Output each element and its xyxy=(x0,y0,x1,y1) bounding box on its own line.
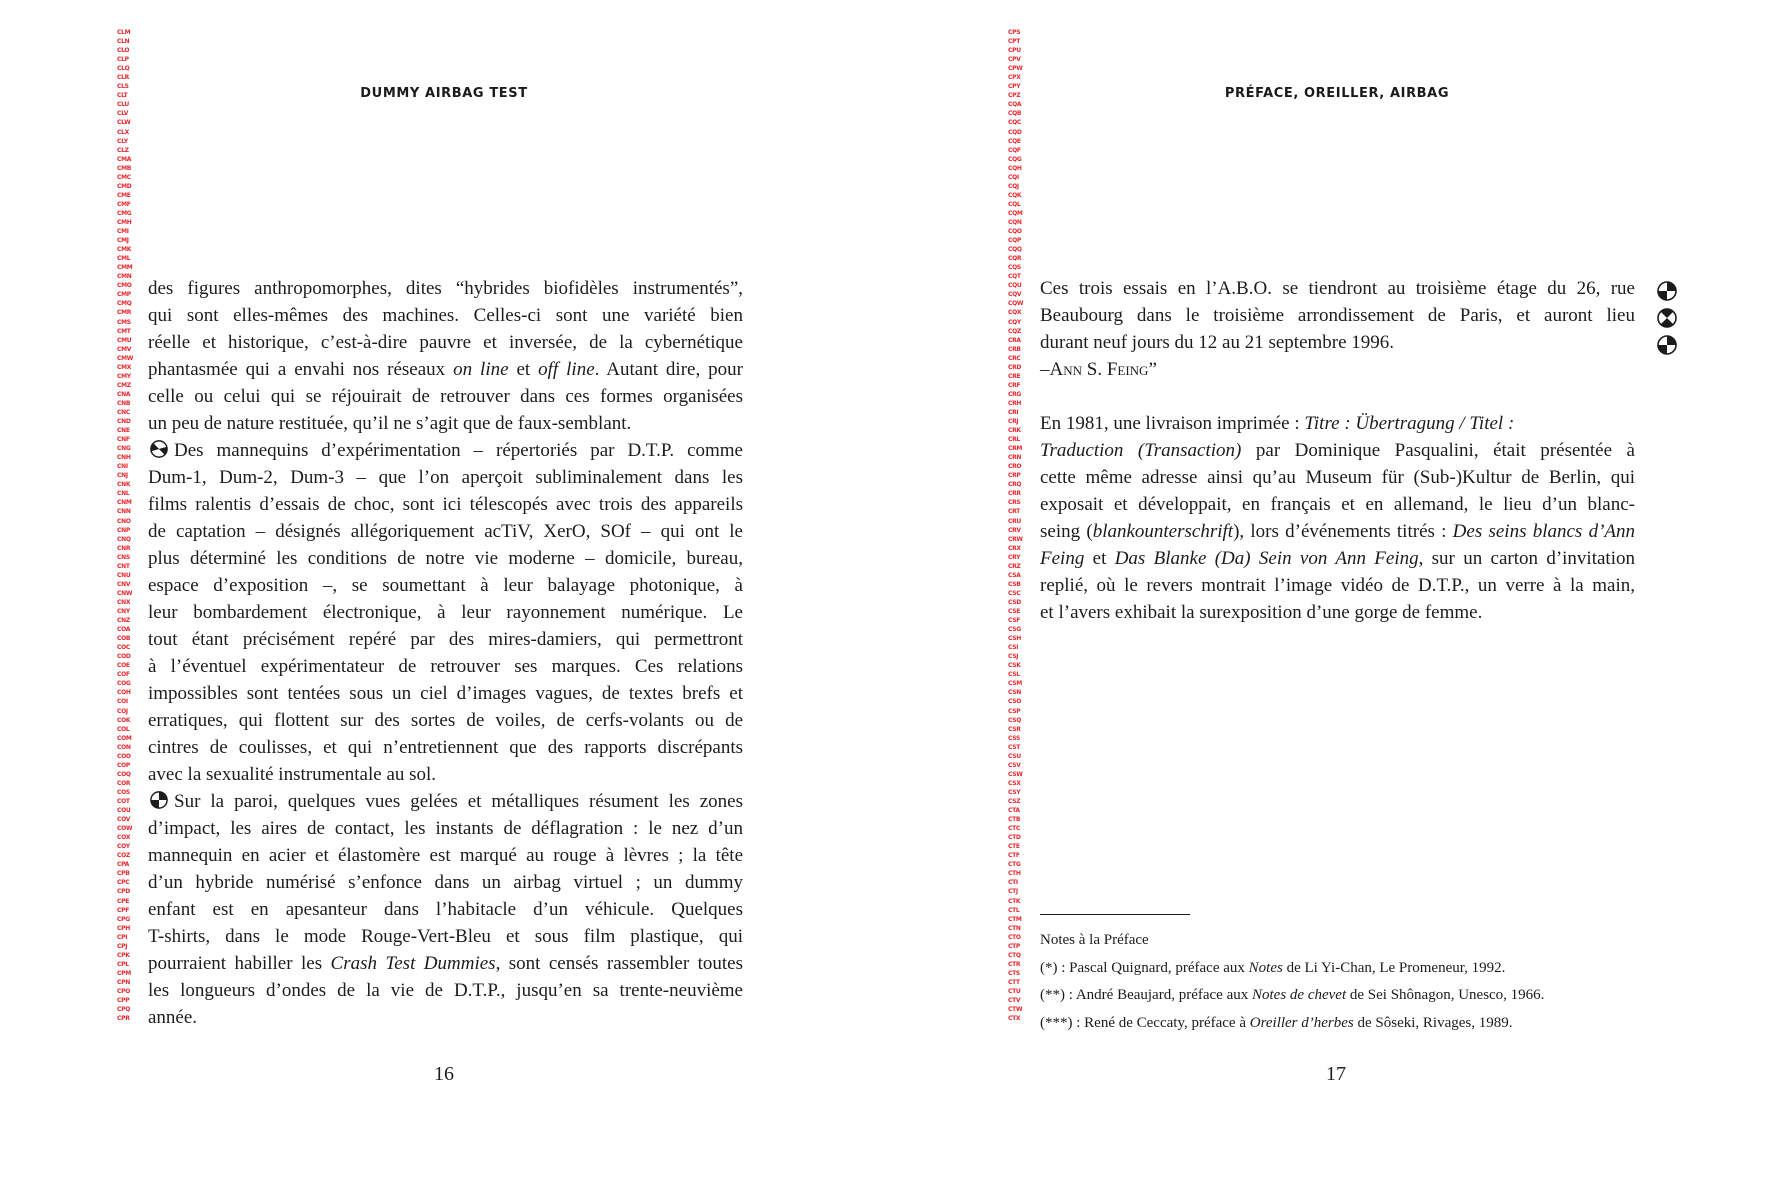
margin-code: CQV xyxy=(1008,291,1022,299)
margin-code: CPN xyxy=(117,978,130,986)
margin-code: CQW xyxy=(1008,300,1024,308)
margin-code: CSA xyxy=(1008,571,1021,579)
margin-code: COY xyxy=(117,843,130,851)
margin-code: CML xyxy=(117,255,131,263)
margin-code: CNA xyxy=(117,390,131,398)
margin-code: CRI xyxy=(1008,408,1019,416)
margin-code: CLU xyxy=(117,101,129,109)
margin-code: COW xyxy=(117,825,133,833)
margin-code: CRF xyxy=(1008,381,1021,389)
margin-code: COM xyxy=(117,734,132,742)
right-page xyxy=(886,0,1772,1181)
margin-code: CQI xyxy=(1008,173,1019,181)
margin-code: CRM xyxy=(1008,445,1023,453)
margin-code: CRR xyxy=(1008,490,1021,498)
margin-code: CQA xyxy=(1008,101,1022,109)
margin-code: CSD xyxy=(1008,598,1021,606)
margin-code: CMD xyxy=(117,182,132,190)
margin-code: CQG xyxy=(1008,155,1022,163)
margin-code: CNU xyxy=(117,571,131,579)
margin-code: CTX xyxy=(1008,1015,1021,1023)
margin-code: CQO xyxy=(1008,228,1022,236)
margin-code: CMU xyxy=(117,336,132,344)
margin-code: COV xyxy=(117,816,131,824)
margin-code: CND xyxy=(117,418,131,426)
margin-code: CSW xyxy=(1008,770,1023,778)
margin-code: CNF xyxy=(117,436,130,444)
margin-code: COC xyxy=(117,644,131,652)
margin-code: CLX xyxy=(117,128,129,136)
margin-code: CQS xyxy=(1008,264,1021,272)
margin-code-column xyxy=(117,28,141,1023)
margin-code: COZ xyxy=(117,852,130,860)
margin-code: CTU xyxy=(1008,987,1021,995)
margin-code: CNP xyxy=(117,526,130,534)
text-line: Feing et Das Blanke (Da) Sein von Ann Feing, sur un carton d’invitation xyxy=(1040,548,1635,569)
margin-code: CSB xyxy=(1008,580,1021,588)
margin-code: CSH xyxy=(1008,635,1021,643)
margin-code: CNK xyxy=(117,481,131,489)
margin-code: CPA xyxy=(117,861,129,869)
margin-code: CTE xyxy=(1008,843,1020,851)
margin-code: CPW xyxy=(1008,65,1023,73)
margin-code: CNT xyxy=(117,562,130,570)
margin-code: CPG xyxy=(117,915,130,923)
footnote-rule xyxy=(1040,914,1190,915)
margin-code: CRP xyxy=(1008,472,1021,480)
margin-code: CMJ xyxy=(117,237,129,245)
margin-code: CSC xyxy=(1008,589,1021,597)
text-line: de captation – désignés allégoriquement acTiV, XerO, SOf – qui ont le xyxy=(148,521,743,542)
margin-code: CSZ xyxy=(1008,797,1021,805)
margin-code: CTM xyxy=(1008,915,1022,923)
margin-code: CMP xyxy=(117,291,131,299)
text-line: des figures anthropomorphes, dites “hybrides biofidèles instrumentés”, xyxy=(148,278,743,299)
text-line: à l’éventuel expérimentateur de retrouver ses marques. Ces relations xyxy=(148,656,743,677)
margin-code: CPV xyxy=(1008,56,1021,64)
margin-code: CRS xyxy=(1008,499,1021,507)
margin-code: CMC xyxy=(117,173,131,181)
margin-code: CRB xyxy=(1008,345,1021,353)
margin-code: CST xyxy=(1008,743,1021,751)
margin-code: CQL xyxy=(1008,200,1021,208)
margin-code: CSX xyxy=(1008,779,1021,787)
body-text xyxy=(1040,275,1635,626)
text-line: impossibles sont tentées sous un ciel d’images vagues, de textes brefs et xyxy=(148,683,743,704)
margin-code: CSY xyxy=(1008,788,1021,796)
margin-code: CTJ xyxy=(1008,888,1018,896)
margin-code: CON xyxy=(117,743,131,751)
page-number: 16 xyxy=(434,1063,454,1085)
margin-code: CSE xyxy=(1008,608,1021,615)
margin-code: COI xyxy=(117,698,128,706)
margin-code: CMF xyxy=(117,200,131,208)
margin-code: CPR xyxy=(117,1015,130,1023)
margin-code: CMZ xyxy=(117,381,131,389)
text-line: réelle et historique, c’est-à-dire pauvre et inversée, de la cybernétique xyxy=(148,332,743,353)
margin-code: CTR xyxy=(1008,960,1021,968)
margin-code: CRK xyxy=(1008,427,1021,435)
margin-code: CTG xyxy=(1008,861,1021,869)
margin-code: CRZ xyxy=(1008,562,1021,570)
text-line: Dum-1, Dum-2, Dum-3 – que l’on aperçoit subliminalement dans les xyxy=(148,467,743,488)
margin-code: CQY xyxy=(1008,318,1021,326)
margin-code: CTF xyxy=(1008,852,1020,860)
margin-code: CNY xyxy=(117,608,130,615)
margin-code: COQ xyxy=(117,770,131,778)
margin-code: CNZ xyxy=(117,617,130,625)
margin-code: CRE xyxy=(1008,372,1021,380)
text-line: cette même adresse ainsi qu’au Museum für (Sub-)Kultur de Berlin, qui xyxy=(1040,467,1635,488)
text-line: erratiques, qui flottent sur des sortes de voiles, de cerfs-volants ou de xyxy=(148,710,743,731)
margin-code: CTW xyxy=(1008,1006,1023,1014)
crash-test-target-rotated-icon xyxy=(1657,308,1677,328)
margin-code: CSF xyxy=(1008,617,1021,625)
margin-code: CQZ xyxy=(1008,327,1021,335)
margin-code: CNJ xyxy=(117,472,128,480)
running-head: DUMMY AIRBAG TEST xyxy=(360,86,528,101)
margin-code: CLR xyxy=(117,74,129,82)
margin-code: CQU xyxy=(1008,282,1022,290)
margin-code: CRT xyxy=(1008,508,1020,516)
margin-code: COA xyxy=(117,626,131,634)
margin-code: COX xyxy=(117,834,131,842)
text-line: leur bombardement électronique, à leur rayonnement numérique. Le xyxy=(148,602,743,623)
margin-code: CSR xyxy=(1008,725,1021,733)
margin-code: CTA xyxy=(1008,807,1020,815)
crash-test-target-icon xyxy=(150,791,168,809)
margin-code: CQQ xyxy=(1008,246,1022,254)
margin-code: CLY xyxy=(117,137,128,145)
text-line: replié, où le revers montrait l’image vidéo de D.T.P., un verre à la main, xyxy=(1040,575,1635,596)
margin-code: CPS xyxy=(1008,29,1021,36)
margin-code: COU xyxy=(117,807,131,815)
margin-code: CNL xyxy=(117,490,130,498)
margin-code: CPE xyxy=(117,897,129,905)
text-line: qui sont elles-mêmes des machines. Celles-ci sont une variété bien xyxy=(148,305,743,326)
margin-code: CNV xyxy=(117,580,131,588)
margin-code: CQF xyxy=(1008,146,1021,154)
margin-code: CLQ xyxy=(117,65,130,73)
margin-code: CPT xyxy=(1008,38,1020,46)
text-line: les longueurs d’ondes de la vie de D.T.P., jusqu’en sa trente-neuvième xyxy=(148,980,743,1001)
text-line: Des mannequins d’expérimentation – répertoriés par D.T.P. comme xyxy=(148,437,743,464)
margin-code: CMQ xyxy=(117,300,132,308)
margin-code: COJ xyxy=(117,707,128,715)
margin-code: CQH xyxy=(1008,164,1022,172)
margin-code: CTT xyxy=(1008,978,1020,986)
margin-code: CRO xyxy=(1008,463,1022,471)
margin-code: CSN xyxy=(1008,689,1021,697)
margin-code: CRJ xyxy=(1008,418,1019,426)
margin-code: CNG xyxy=(117,445,131,453)
text-line: celle ou celui qui se réjouirait de retrouver dans ces formes organisées xyxy=(148,386,743,407)
margin-code: CQC xyxy=(1008,119,1022,127)
margin-code: CPM xyxy=(117,969,131,977)
margin-code: CSK xyxy=(1008,662,1021,670)
margin-code: CLW xyxy=(117,119,131,127)
body-text xyxy=(148,275,743,1031)
margin-code: CPH xyxy=(117,924,130,932)
margin-code: CPU xyxy=(1008,47,1021,55)
margin-code: CRQ xyxy=(1008,481,1022,489)
margin-code: CMS xyxy=(117,318,131,326)
margin-code: CMN xyxy=(117,273,132,281)
margin-code: CTV xyxy=(1008,997,1021,1005)
text-line: seing (blankounterschrift), lors d’événements titrés : Des seins blancs d’Ann xyxy=(1040,521,1635,542)
text-line: espace d’exposition –, se soumettant à leur balayage photonique, à xyxy=(148,575,743,596)
margin-code: CRW xyxy=(1008,535,1023,543)
margin-code: CRH xyxy=(1008,399,1022,407)
margin-code: CNC xyxy=(117,408,130,416)
text-line: Sur la paroi, quelques vues gelées et métalliques résument les zones xyxy=(148,788,743,815)
margin-code: CQR xyxy=(1008,255,1022,263)
margin-code: CSM xyxy=(1008,680,1022,688)
margin-code: CPQ xyxy=(117,1006,131,1014)
margin-code: CLM xyxy=(117,29,131,36)
margin-code: CTH xyxy=(1008,870,1021,878)
margin-code: CNM xyxy=(117,499,132,507)
margin-code: CRC xyxy=(1008,354,1021,362)
margin-code: CMT xyxy=(117,327,131,335)
margin-code: CQE xyxy=(1008,137,1021,145)
margin-code: CNE xyxy=(117,427,130,435)
margin-code: CPD xyxy=(117,888,130,896)
margin-code: COB xyxy=(117,635,131,643)
margin-code: CMM xyxy=(117,264,133,272)
text-line: année. xyxy=(148,1007,198,1028)
margin-code: COP xyxy=(117,761,131,769)
text-line: films ralentis d’essais de choc, sont ici télescopés avec trois des appareils xyxy=(148,494,743,515)
margin-code: CQX xyxy=(1008,309,1022,317)
margin-code: CLN xyxy=(117,38,130,46)
margin-code: CNB xyxy=(117,399,131,407)
margin-code: CLV xyxy=(117,110,129,118)
margin-code: CSP xyxy=(1008,707,1021,715)
text-line: exposait et développait, en français et en allemand, le lieu d’un blanc- xyxy=(1040,494,1635,515)
footnotes-title: Notes à la Préface xyxy=(1040,932,1149,948)
margin-code: CSO xyxy=(1008,698,1022,706)
margin-code: COH xyxy=(117,689,131,697)
margin-code: CTK xyxy=(1008,897,1021,905)
margin-code: CMG xyxy=(117,209,132,217)
margin-code: CLO xyxy=(117,47,130,55)
margin-code: CSG xyxy=(1008,626,1021,634)
running-head: PRÉFACE, OREILLER, AIRBAG xyxy=(1224,86,1450,101)
margin-code: CTO xyxy=(1008,933,1021,941)
margin-code: CQJ xyxy=(1008,182,1019,190)
margin-code: CRV xyxy=(1008,526,1021,534)
text-line: T-shirts, dans le mode Rouge-Vert-Bleu et sous film plastique, qui xyxy=(148,926,743,947)
margin-code: CRY xyxy=(1008,553,1021,561)
margin-code: CMK xyxy=(117,246,132,254)
margin-code: CLT xyxy=(117,92,128,100)
footnotes xyxy=(1040,914,1640,1037)
margin-code: COE xyxy=(117,662,130,670)
margin-code: CPL xyxy=(117,960,129,968)
margin-code: CPK xyxy=(117,951,130,959)
text-line: Traduction (Transaction) par Dominique Pasqualini, était présentée à xyxy=(1040,440,1635,461)
margin-code: CPC xyxy=(117,879,130,887)
margin-code: CMO xyxy=(117,282,132,290)
margin-code: CNH xyxy=(117,454,131,462)
footnote: (**) : André Beaujard, préface aux Notes de chevet de Sei Shônagon, Unesco, 1966. xyxy=(1040,987,1545,1003)
margin-code: CMV xyxy=(117,345,132,353)
text-line: tout étant précisément repéré par des mires-damiers, qui permettront xyxy=(148,629,743,650)
margin-code: COR xyxy=(117,779,131,787)
signature: –Ann S. Feing” xyxy=(1040,359,1157,380)
margin-code: CTN xyxy=(1008,924,1021,932)
margin-code: CPX xyxy=(1008,74,1021,82)
margin-code: COF xyxy=(117,671,130,679)
crash-test-target-icon xyxy=(1657,335,1677,355)
margin-code: COL xyxy=(117,725,130,733)
margin-code: CPB xyxy=(117,870,130,878)
margin-code: CRU xyxy=(1008,517,1021,525)
margin-code: COO xyxy=(117,752,131,760)
margin-code: CNX xyxy=(117,598,131,606)
margin-target-marks xyxy=(1657,281,1679,362)
margin-code: CSL xyxy=(1008,671,1020,679)
text-line: d’impact, les aires de contact, les instants de déflagration : le nez d’un xyxy=(148,818,743,839)
margin-code: CMI xyxy=(117,228,129,236)
margin-code: CTL xyxy=(1008,906,1020,914)
footnote: (*) : Pascal Quignard, préface aux Notes de Li Yi-Chan, Le Promeneur, 1992. xyxy=(1040,959,1506,976)
margin-code: CRD xyxy=(1008,363,1022,371)
margin-code: CLS xyxy=(117,83,129,91)
margin-code: CMA xyxy=(117,155,132,163)
margin-code: CMX xyxy=(117,363,132,371)
margin-code: CQB xyxy=(1008,110,1022,118)
text-line: pourraient habiller les Crash Test Dummies, sont censés rassembler toutes xyxy=(148,953,743,974)
text-line: avec la sexualité instrumentale au sol. xyxy=(148,764,437,785)
text-line: Beaubourg dans le troisième arrondissement de Paris, et auront lieu xyxy=(1040,305,1635,326)
margin-code-column xyxy=(1008,28,1032,1023)
margin-code: CPY xyxy=(1008,83,1021,91)
margin-code: CRX xyxy=(1008,544,1021,552)
margin-code: CNR xyxy=(117,544,131,552)
margin-code: CQP xyxy=(1008,237,1022,245)
margin-code: CQM xyxy=(1008,209,1023,217)
margin-code: CMY xyxy=(117,372,131,380)
text-line: enfant est en apesanteur dans l’habitacle d’un véhicule. Quelques xyxy=(148,899,743,920)
text-line: En 1981, une livraison imprimée : Titre : Übertragung / Titel : xyxy=(1040,413,1515,434)
text-line: plus déterminé les conditions de notre vie moderne – domicile, bureau, xyxy=(148,548,743,569)
margin-code: CPI xyxy=(117,933,128,941)
margin-code: CSU xyxy=(1008,752,1021,760)
margin-code: CTD xyxy=(1008,834,1021,842)
margin-code: COK xyxy=(117,716,131,724)
text-line: durant neuf jours du 12 au 21 septembre 1996. xyxy=(1040,332,1395,353)
margin-code: CSV xyxy=(1008,761,1021,769)
margin-code: CTB xyxy=(1008,816,1021,824)
crash-test-target-icon xyxy=(1657,281,1677,301)
margin-code: CME xyxy=(117,191,131,199)
margin-code: CMW xyxy=(117,354,134,362)
text-line: un peu de nature restituée, qu’il ne s’agit que de faux-semblant. xyxy=(148,413,632,434)
margin-code: CQD xyxy=(1008,128,1022,136)
text-line: Ces trois essais en l’A.B.O. se tiendront au troisième étage du 26, rue xyxy=(1040,278,1635,299)
margin-code: CRA xyxy=(1008,336,1021,344)
margin-code: CMH xyxy=(117,218,132,226)
margin-code: CPF xyxy=(117,906,129,914)
page-number: 17 xyxy=(1326,1063,1346,1085)
margin-code: CQN xyxy=(1008,218,1022,226)
margin-code: CMR xyxy=(117,309,132,317)
margin-code: CPP xyxy=(117,997,130,1005)
margin-code: CLZ xyxy=(117,146,129,154)
margin-code: CTP xyxy=(1008,942,1020,950)
margin-code: CTI xyxy=(1008,879,1018,887)
footnote: (***) : René de Ceccaty, préface à Oreiller d’herbes de Sôseki, Rivages, 1989. xyxy=(1040,1014,1513,1031)
margin-code: CRL xyxy=(1008,436,1020,444)
margin-code: COS xyxy=(117,788,130,796)
text-line: mannequin en acier et élastomère est marqué au rouge à lèvres ; la tête xyxy=(148,845,743,866)
margin-code: COD xyxy=(117,653,131,661)
text-line: cintres de coulisses, et qui n’entretiennent que des rapports discrépants xyxy=(148,737,743,758)
margin-code: CSJ xyxy=(1008,653,1019,661)
margin-code: CNQ xyxy=(117,535,131,543)
margin-code: CMB xyxy=(117,164,132,172)
margin-code: CRN xyxy=(1008,454,1022,462)
margin-code: CPJ xyxy=(117,942,128,950)
margin-code: CLP xyxy=(117,56,129,64)
margin-code: CTC xyxy=(1008,825,1020,833)
margin-code: CNO xyxy=(117,517,131,525)
margin-code: CQT xyxy=(1008,273,1021,281)
margin-code: CQK xyxy=(1008,191,1022,199)
margin-code: CRG xyxy=(1008,390,1022,398)
margin-code: CNI xyxy=(117,463,128,471)
text-line: d’un hybride numérisé s’enfonce dans un airbag virtuel ; un dummy xyxy=(148,872,743,893)
margin-code: COT xyxy=(117,797,130,805)
margin-code: CNN xyxy=(117,508,131,516)
margin-code: CTQ xyxy=(1008,951,1021,959)
margin-code: CTS xyxy=(1008,969,1020,977)
crash-test-target-rotated-icon xyxy=(150,440,168,458)
margin-code: CSI xyxy=(1008,644,1019,652)
text-line: phantasmée qui a envahi nos réseaux on line et off line. Autant dire, pour xyxy=(148,359,743,380)
margin-code: CPZ xyxy=(1008,92,1021,100)
text-line: et l’avers exhibait la surexposition d’une gorge de femme. xyxy=(1040,602,1483,623)
margin-code: CSQ xyxy=(1008,716,1022,724)
margin-code: CPO xyxy=(117,987,131,995)
margin-code: COG xyxy=(117,680,131,688)
margin-code: CNS xyxy=(117,553,130,561)
margin-code: CSS xyxy=(1008,734,1020,742)
margin-code: CNW xyxy=(117,589,133,597)
